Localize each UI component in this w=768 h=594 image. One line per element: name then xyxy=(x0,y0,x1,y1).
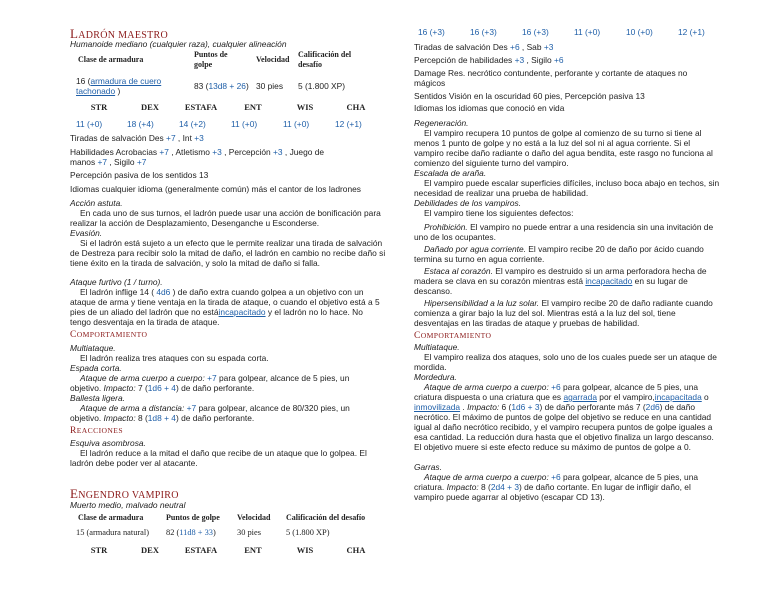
regeneration-name: Regeneración. xyxy=(414,118,469,128)
spawn-damage-res: Damage Res. necrótico contundente, perforante y cortante de ataques no mágicos xyxy=(414,68,688,88)
bite-dice-necrotic[interactable]: 2d6 xyxy=(645,402,660,412)
restrained-link[interactable]: inmovilizada xyxy=(414,402,461,412)
spawn-hp-dice[interactable]: 11d8 + 33 xyxy=(179,528,213,537)
spawn-languages: Idiomas los idiomas que conoció en vida xyxy=(414,103,565,113)
spawn-saves: Tiradas de salvación Des +6 , Sab +3 xyxy=(414,42,554,52)
spawn-skills: Percepción de habilidades +3 , Sigilo +6 xyxy=(414,55,564,65)
stat-name-wis: WIS xyxy=(296,102,314,112)
thief-passive: Percepción pasiva de los sentidos 13 xyxy=(70,170,209,180)
crossbow-name: Ballesta ligera. xyxy=(70,393,125,403)
spawn-stat-name-wis: WIS xyxy=(296,545,314,555)
spawn-hdr-ac: Clase de armadura xyxy=(78,513,144,522)
claws-text: Ataque de arma cuerpo a cuerpo: +6 para golpear, alcance de 5 pies, una criatura. Impacto: 8 (2d4 + 3) de daño cortante. En lugar de infligir daño, el vampiro puede agarrar al objetivo (escapar CD 13). xyxy=(414,472,699,502)
spawn-title: ENGENDRO VAMPIRO xyxy=(70,486,179,501)
claws-hit[interactable]: +6 xyxy=(551,472,561,482)
sneak-attack-name: Ataque furtivo (1 / turno). xyxy=(70,277,163,287)
thief-multiattack-text: El ladrón realiza tres ataques con su espada corta. xyxy=(80,353,269,363)
running-water: Dañado por agua corriente. El vampiro recibe 20 de daño por ácido cuando termina su turno en agua corriente. xyxy=(414,244,704,264)
spawn-hdr-speed: Velocidad xyxy=(237,513,271,522)
evasion-name: Evasión. xyxy=(70,228,103,238)
crossbow-text: Ataque de arma a distancia: +7 para golpear, alcance de 80/320 pies, un objetivo. Impacto: 8 (1d8 + 4) de daño perforante. xyxy=(70,403,350,423)
spawn-speed: 30 pies xyxy=(237,528,261,537)
save-dex[interactable]: +7 xyxy=(166,133,176,143)
spawn-stat-name-int: ENT xyxy=(244,545,262,555)
thief-skills: Habilidades Acrobacias +7 , Atletismo +3 , Percepción +3 , Juego de manos +7 , Sigilo +7 xyxy=(70,147,325,167)
thief-languages: Idiomas cualquier idioma (generalmente común) más el cantor de los ladrones xyxy=(70,184,361,194)
stat-name-dex: DEX xyxy=(141,102,159,112)
bite-text: Ataque de arma cuerpo a cuerpo: +6 para golpear, alcance de 5 pies, una criatura dispuesta o una criatura que es agarrada por el vampiro,incapacitada o inmovilizada . Impacto: 6 (1d6 + 3) de daño perforante más 7 (2d6) de daño necrótico. El máximo de puntos de golpe del objetivo se reduce en una cantidad igual al daño necrótico recibido, y el vampiro recupera puntos de golpe iguales a esa cantidad. La reducción dura hasta que el objetivo finaliza un largo descanso. El objetivo muere si este efecto reduce su máximo de puntos de golpe a 0. xyxy=(414,382,714,452)
weaknesses-name: Debilidades de los vampiros. xyxy=(414,198,522,208)
stat-name-int: ENT xyxy=(244,102,262,112)
evasion-text: Si el ladrón está sujeto a un efecto que le permite realizar una tirada de salvación de Destreza para recibir solo la mitad de daño, el ladrón en cambio no recibe daño si tiene éxito en la tirada de salvación, y solo la mitad de daño si falla. xyxy=(70,238,386,268)
sneak-attack-text: El ladrón inflige 14 ( 4d6 ) de daño extra cuando golpea a un objetivo con un ataque de arma y tiene ventaja en la tirada de ataque, o cuando el objetivo está a 5 pies de un aliado del ladrón que no estáincapacitado y el ladrón no lo hace. No tengo desventaja en la tirada de ataque. xyxy=(70,287,380,327)
stat-value-dex[interactable]: 18 (+4) xyxy=(127,119,154,129)
bite-incapacitated-link[interactable]: incapacitada xyxy=(654,392,702,402)
skill-perception[interactable]: +3 xyxy=(273,147,283,157)
thief-saves: Tiradas de salvación Des +7 , Int +3 xyxy=(70,133,204,143)
uncanny-dodge-text: El ladrón reduce a la mitad el daño que recibe de un ataque que lo golpea. El ladrón debe poder ver al atacante. xyxy=(70,448,367,468)
thief-multiattack-name: Multiataque. xyxy=(70,343,116,353)
thief-hdr-cr: Calificación del desafío xyxy=(298,50,352,69)
xbow-hit[interactable]: +7 xyxy=(186,403,197,413)
grappled-link[interactable]: agarrada xyxy=(563,392,597,402)
spawn-stat-value-cha[interactable]: 12 (+1) xyxy=(678,27,705,37)
claws-dice[interactable]: 2d4 + 3 xyxy=(490,482,520,492)
spawn-stat-value-con[interactable]: 16 (+3) xyxy=(522,27,549,37)
thief-cr: 5 (1.800 XP) xyxy=(298,81,346,91)
thief-hp: 83 (13d8 + 26) xyxy=(194,81,249,91)
skill-acrobatics[interactable]: +7 xyxy=(159,147,169,157)
stat-name-con: ESTAFA xyxy=(184,102,218,112)
spawn-subtitle: Muerto medio, malvado neutral xyxy=(70,500,186,510)
stat-value-str[interactable]: 11 (+0) xyxy=(76,119,103,129)
spawn-stat-value-wis[interactable]: 10 (+0) xyxy=(626,27,653,37)
spawn-cr: 5 (1.800 XP) xyxy=(286,528,330,537)
stat-name-str: STR xyxy=(90,102,108,112)
thief-hdr-hp: Puntos de golpe xyxy=(194,50,228,69)
spawn-stat-name-con: ESTAFA xyxy=(184,545,218,555)
spawn-save-wis[interactable]: +3 xyxy=(543,42,554,52)
spawn-skill-stealth[interactable]: +6 xyxy=(553,55,564,65)
shortsword-name: Espada corta. xyxy=(70,363,122,373)
regeneration-text: El vampiro recupera 10 puntos de golpe al comienzo de su turno si tiene al menos 1 punto de golpe y no está a la luz del sol ni al agua corriente. Si el vampiro recibe daño radiante o daño del agua bendita, este rasgo no funciona al comienzo del siguiente turno del vampiro. xyxy=(414,128,713,168)
spider-climb-text: El vampiro puede escalar superficies difíciles, incluso boca abajo en techos, sin necesidad de realizar una prueba de habilidad. xyxy=(414,178,720,198)
forbiddance: Prohibición. El vampiro no puede entrar a una residencia sin una invitación de uno de los ocupantes. xyxy=(414,222,714,242)
spawn-ac: 15 (armadura natural) xyxy=(76,528,150,537)
spawn-stat-name-cha: CHA xyxy=(346,545,366,555)
thief-hdr-ac: Clase de armadura xyxy=(78,55,144,64)
bite-hit[interactable]: +6 xyxy=(551,382,561,392)
skill-athletics[interactable]: +3 xyxy=(212,147,222,157)
stat-value-int[interactable]: 11 (+0) xyxy=(231,119,258,129)
weaknesses-text: El vampiro tiene los siguientes defectos: xyxy=(424,208,574,218)
studded-leather-link[interactable]: armadura de cuero tachonado xyxy=(76,76,162,96)
cunning-action-text: En cada uno de sus turnos, el ladrón puede usar una acción de bonificación para realizar la acción de Desplazamiento, Desenganche u Esconderse. xyxy=(70,208,381,228)
thief-hp-dice[interactable]: 13d8 + 26 xyxy=(208,81,246,91)
sneak-dice[interactable]: 4d6 xyxy=(156,287,171,297)
spawn-stat-name-dex: DEX xyxy=(141,545,159,555)
shortsword-text: Ataque de arma cuerpo a cuerpo: +7 para golpear, alcance de 5 pies, un objetivo. Impacto: 7 (1d6 + 4) de daño perforante. xyxy=(70,373,350,393)
spawn-stat-value-dex[interactable]: 16 (+3) xyxy=(470,27,497,37)
xbow-dice[interactable]: 1d8 + 4 xyxy=(147,413,176,423)
spawn-incapacitated-link[interactable]: incapacitado xyxy=(585,276,633,286)
thief-subtitle: Humanoide mediano (cualquier raza), cualquier alineación xyxy=(70,39,287,49)
spawn-senses: Sentidos Visión en la oscuridad 60 pies, Percepción pasiva 13 xyxy=(414,91,645,101)
incapacitated-link[interactable]: incapacitado xyxy=(218,307,266,317)
stat-value-cha[interactable]: 12 (+1) xyxy=(335,119,362,129)
spawn-stat-value-int[interactable]: 11 (+0) xyxy=(574,27,601,37)
stake-to-heart: Estaca al corazón. El vampiro es destruido si un arma perforadora hecha de madera se clava en su corazón mientras está incapacitado en su lugar de descanso. xyxy=(414,266,707,296)
thief-title: LADRÓN MAESTRO xyxy=(70,26,168,41)
spawn-multiattack-text: El vampiro realiza dos ataques, solo uno de los cuales puede ser un ataque de mordida. xyxy=(414,352,717,372)
stat-value-con[interactable]: 14 (+2) xyxy=(179,119,206,129)
sword-dice[interactable]: 1d6 + 4 xyxy=(147,383,176,393)
sword-hit[interactable]: +7 xyxy=(207,373,217,383)
skill-stealth[interactable]: +7 xyxy=(136,157,147,167)
uncanny-dodge-name: Esquiva asombrosa. xyxy=(70,438,146,448)
sunlight-hypersensitivity: Hipersensibilidad a la luz solar. El vampiro recibe 20 de daño radiante cuando comienza a girar bajo la luz del sol. Mientras está a la luz del sol, tiene desventajas en las tiradas de ataque y pruebas de habilidad. xyxy=(414,298,713,328)
thief-actions-heading: COMPORTAMIENTO xyxy=(70,330,148,340)
thief-reactions-heading: REACCIONES xyxy=(70,426,123,436)
thief-speed: 30 pies xyxy=(256,81,284,91)
spawn-hdr-hp: Puntos de golpe xyxy=(166,513,220,522)
skill-sleight[interactable]: +7 xyxy=(97,157,108,167)
spider-climb-name: Escalada de araña. xyxy=(414,168,487,178)
stat-value-wis[interactable]: 11 (+0) xyxy=(283,119,310,129)
spawn-save-dex[interactable]: +6 xyxy=(510,42,520,52)
spawn-multiattack-name: Multiataque. xyxy=(414,342,460,352)
spawn-hdr-cr: Calificación del desafío xyxy=(286,513,366,522)
bite-name: Mordedura. xyxy=(414,372,457,382)
spawn-stat-value-str[interactable]: 16 (+3) xyxy=(418,27,445,37)
spawn-stat-name-str: STR xyxy=(90,545,108,555)
cunning-action-name: Acción astuta. xyxy=(70,198,123,208)
save-int[interactable]: +3 xyxy=(194,133,204,143)
spawn-actions-heading: COMPORTAMIENTO xyxy=(414,331,492,341)
stat-name-cha: CHA xyxy=(346,102,366,112)
spawn-skill-perception[interactable]: +3 xyxy=(514,55,525,65)
bite-dice[interactable]: 1d6 + 3 xyxy=(511,402,540,412)
spawn-hp: 82 (11d8 + 33) xyxy=(166,528,216,537)
thief-hdr-speed: Velocidad xyxy=(256,55,290,64)
claws-name: Garras. xyxy=(414,462,442,472)
thief-ac: 16 (armadura de cuero tachonado ) xyxy=(76,76,162,96)
